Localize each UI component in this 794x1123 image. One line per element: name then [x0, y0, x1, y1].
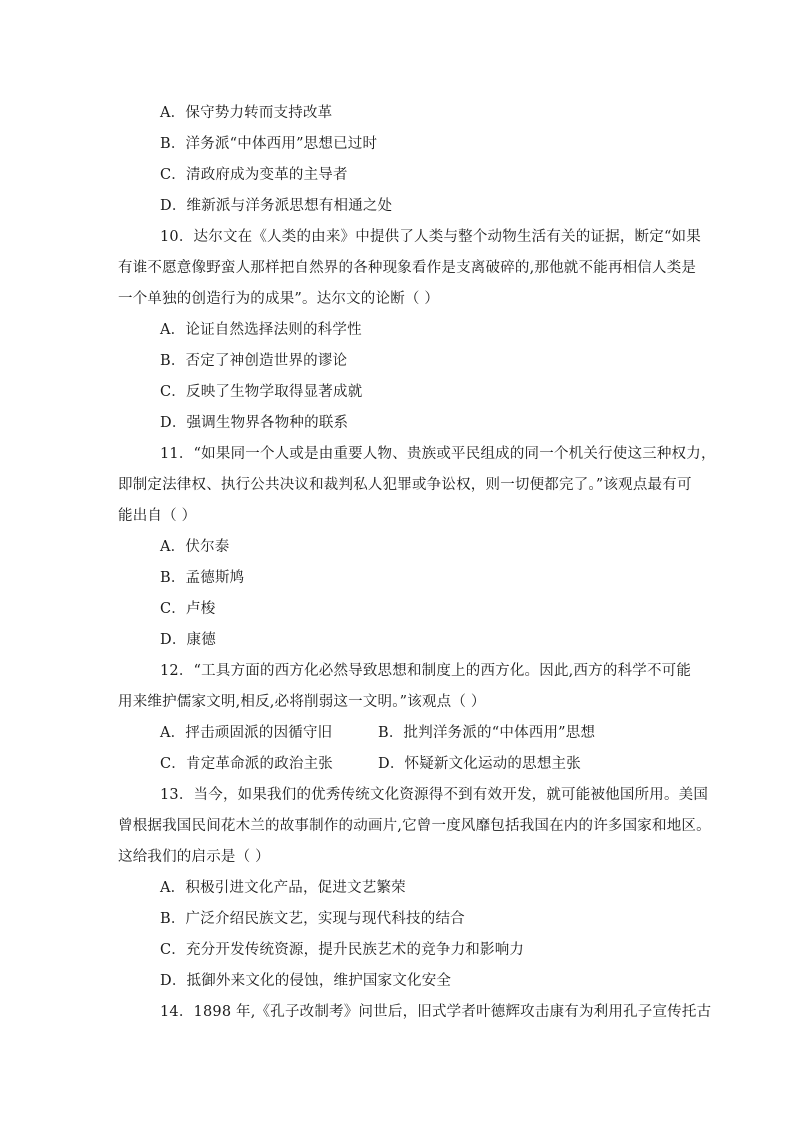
q13-option-a: A．积极引进文化产品，促进文艺繁荣 [160, 880, 406, 896]
q11-option-c: C．卢梭 [160, 601, 216, 617]
q12-stem-line-1: 12．“工具方面的西方化必然导致思想和制度上的西方化。因此,西方的科学不可能 [160, 663, 692, 679]
q10-stem-line-3: 一个单独的创造行为的成果”。达尔文的论断（ ） [118, 291, 440, 307]
q13-stem-line-3: 这给我们的启示是（ ） [118, 849, 270, 865]
q11-option-d: D．康德 [160, 632, 216, 648]
q9-option-a: A．保守势力转而支持改革 [160, 105, 333, 121]
q12-stem-line-2: 用来维护儒家文明,相反,必将削弱这一文明。”该观点（ ） [118, 694, 486, 710]
q9-option-c: C．清政府成为变革的主导者 [160, 167, 348, 183]
q9-option-b: B．洋务派“中体西用”思想已过时 [160, 136, 378, 152]
q11-stem-line-1: 11．“如果同一个人或是由重要人物、贵族或平民组成的同一个机关行使这三种权力， [160, 446, 716, 462]
q10-stem-line-2: 有谁不愿意像野蛮人那样把自然界的各种现象看作是支离破碎的,那他就不能再相信人类是 [118, 260, 697, 276]
q11-option-b: B．孟德斯鸠 [160, 570, 245, 586]
q13-stem-line-1: 13．当今，如果我们的优秀传统文化资源得不到有效开发，就可能被他国所用。美国 [160, 787, 709, 803]
q9-option-d: D．维新派与洋务派思想有相通之处 [160, 198, 393, 214]
q12-option-d: D．怀疑新文化运动的思想主张 [378, 756, 581, 772]
q13-option-b: B．广泛介绍民族文艺，实现与现代科技的结合 [160, 911, 465, 927]
q11-option-a: A．伏尔泰 [160, 539, 230, 555]
q10-option-c: C．反映了生物学取得显著成就 [160, 384, 363, 400]
q12-option-a: A．抨击顽固派的因循守旧 [160, 725, 333, 741]
q14-stem-line-1: 14．1898 年,《孔子改制考》问世后，旧式学者叶德辉攻击康有为利用孔子宣传托古 [160, 1004, 712, 1020]
q10-option-d: D．强调生物界各物种的联系 [160, 415, 349, 431]
q13-stem-line-2: 曾根据我国民间花木兰的故事制作的动画片,它曾一度风靡包括我国在内的许多国家和地区。 [118, 818, 711, 834]
q11-stem-line-3: 能出自（ ） [118, 508, 197, 524]
q12-option-c: C．肯定革命派的政治主张 [160, 756, 333, 772]
q12-option-b: B．批判洋务派的“中体西用”思想 [378, 725, 596, 741]
q10-option-a: A．论证自然选择法则的科学性 [160, 322, 362, 338]
q11-stem-line-2: 即制定法律权、执行公共决议和裁判私人犯罪或争讼权，则一切便都完了。”该观点最有可 [118, 477, 692, 493]
q13-option-c: C．充分开发传统资源，提升民族艺术的竞争力和影响力 [160, 942, 525, 958]
q10-option-b: B．否定了神创造世界的谬论 [160, 353, 348, 369]
q13-option-d: D．抵御外来文化的侵蚀，维护国家文化安全 [160, 973, 452, 989]
q10-stem-line-1: 10．达尔文在《人类的由来》中提供了人类与整个动物生活有关的证据，断定“如果 [160, 229, 701, 245]
